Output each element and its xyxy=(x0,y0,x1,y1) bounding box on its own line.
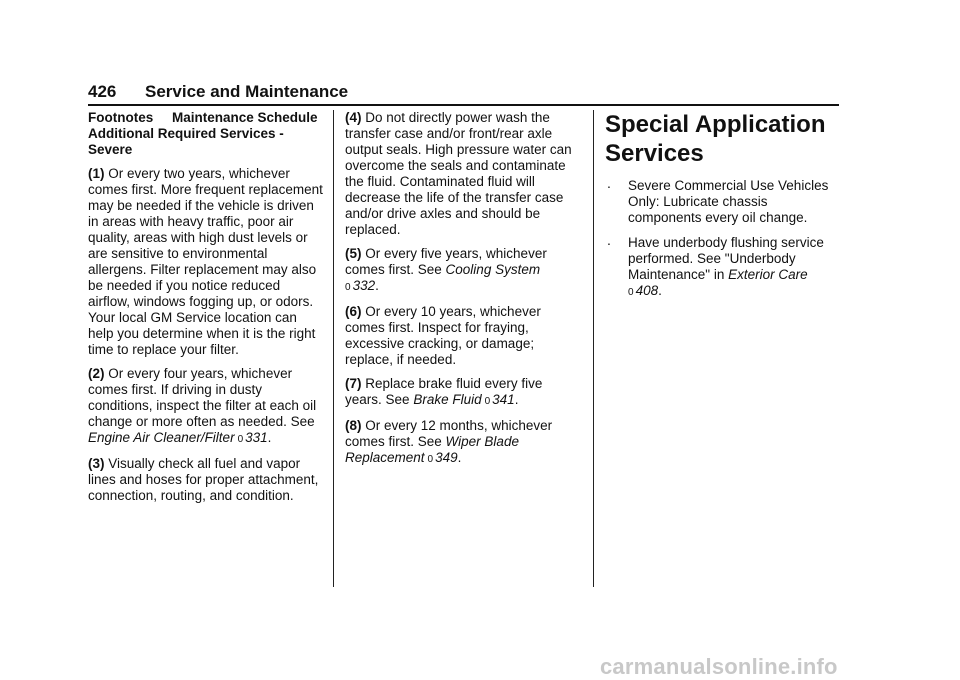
column-1 xyxy=(88,110,324,512)
page-reference-icon: 0 xyxy=(237,434,244,445)
section-heading: Special Application Services xyxy=(605,111,826,167)
page-reference-icon: 0 xyxy=(427,454,434,465)
watermark-text: carmanualsonline.info xyxy=(600,654,838,679)
column-divider xyxy=(333,110,334,587)
section-title: Service and Maintenance xyxy=(145,82,349,101)
footnote-number: (8) xyxy=(345,418,362,433)
list-item-text: Severe Commercial Use Vehicles Only: Lubricate chassis components every oil change. xyxy=(628,178,829,225)
reference-page: 332 xyxy=(352,278,376,293)
list-item: . Have underbody flushing service performed. See "Underbody Maintenance" in Exterior Care 0 408. xyxy=(607,232,824,298)
footnote-number: (5) xyxy=(345,246,362,261)
footnote-text: Or every 12 months, whichever comes first. See xyxy=(345,418,553,449)
reference-title: Wiper Blade Replacement xyxy=(345,434,519,465)
reference-title: Brake Fluid xyxy=(413,392,482,407)
footnote-text: Or every five years, whichever comes first. See xyxy=(345,246,547,277)
bullet-list xyxy=(605,175,841,301)
footnote-1 xyxy=(88,166,324,358)
footnote-text: Or every two years, whichever comes first. More frequent replacement may be needed if the vehicle is driven in areas with heavy traffic, poor air quality, areas with high dust levels or are sensitive to environmental allergens. Filter replacement may also be needed if you notice reduced airflow, windows fogging up, or odors. Your local GM Service location can help you determine when it is the right time to replace your filter. xyxy=(88,166,323,357)
page-number: 426 xyxy=(88,82,117,101)
bullet-icon: . xyxy=(607,175,611,191)
footnote-number: (1) xyxy=(88,166,105,181)
footnote-text: Or every four years, whichever comes first. If driving in dusty conditions, inspect the filter at each oil change or more often as needed. See xyxy=(88,366,317,429)
footnotes-heading: Footnotes Maintenance Schedule Additional Required Services - Severe xyxy=(88,110,321,157)
page-reference-icon: 0 xyxy=(345,282,351,293)
column-2 xyxy=(345,110,581,476)
footnote-8: (8) Or every 12 months, whichever comes first. See Wiper Blade Replacement 0 349. xyxy=(345,418,553,465)
reference-title: Cooling System xyxy=(445,262,541,277)
cross-reference-link[interactable] xyxy=(88,430,268,445)
footnote-number: (6) xyxy=(345,304,362,319)
bullet-icon: . xyxy=(607,232,611,248)
footnote-number: (4) xyxy=(345,110,362,125)
page-header xyxy=(88,82,838,106)
footnote-text: Visually check all fuel and vapor lines and hoses for proper attachment, connection, routing, and condition. xyxy=(88,456,319,503)
footnote-text: Or every 10 years, whichever comes first. Inspect for fraying, excessive cracking, or damage; replace, if needed. xyxy=(345,304,541,367)
column-divider xyxy=(593,110,594,587)
list-item xyxy=(605,175,841,226)
footnote-number: (3) xyxy=(88,456,105,471)
footnote-text: Do not directly power wash the transfer case and/or front/rear axle output seals. High pressure water can overcome the seals and contaminate the fluid. Contaminated fluid will decrease the life of the transfer case and/or drive axles and should be replaced. xyxy=(345,110,572,237)
reference-page: 349 xyxy=(435,450,458,465)
reference-page: 408 xyxy=(635,283,659,298)
column-3 xyxy=(605,110,841,310)
footnote-number: (2) xyxy=(88,366,105,381)
footnote-text: Replace brake fluid every five years. See xyxy=(345,376,543,407)
header-rule xyxy=(88,104,839,106)
footnote-4 xyxy=(345,110,581,238)
footnote-number: (7) xyxy=(345,376,362,391)
footnote-6 xyxy=(345,304,581,368)
reference-page: 331 xyxy=(245,430,268,445)
reference-page: 341 xyxy=(492,392,515,407)
reference-title: Exterior Care xyxy=(728,267,808,282)
footnote-7: (7) Replace brake fluid every five years. See Brake Fluid 0 341. xyxy=(345,376,543,407)
page-reference-icon: 0 xyxy=(484,396,491,407)
footnote-5: (5) Or every five years, whichever comes first. See Cooling System 0 332. xyxy=(345,246,547,293)
page-reference-icon: 0 xyxy=(628,287,634,298)
footnote-2: (2) Or every four years, whichever comes first. If driving in dusty conditions, inspect the filter at each oil change or more often as needed. See Engine Air Cleaner/Filter 0 331. xyxy=(88,366,317,445)
list-item-text: Have underbody flushing service performed. See "Underbody Maintenance" in xyxy=(628,235,824,282)
cross-reference-link[interactable] xyxy=(413,392,514,407)
reference-title: Engine Air Cleaner/Filter xyxy=(88,430,235,445)
footnote-3 xyxy=(88,456,324,504)
